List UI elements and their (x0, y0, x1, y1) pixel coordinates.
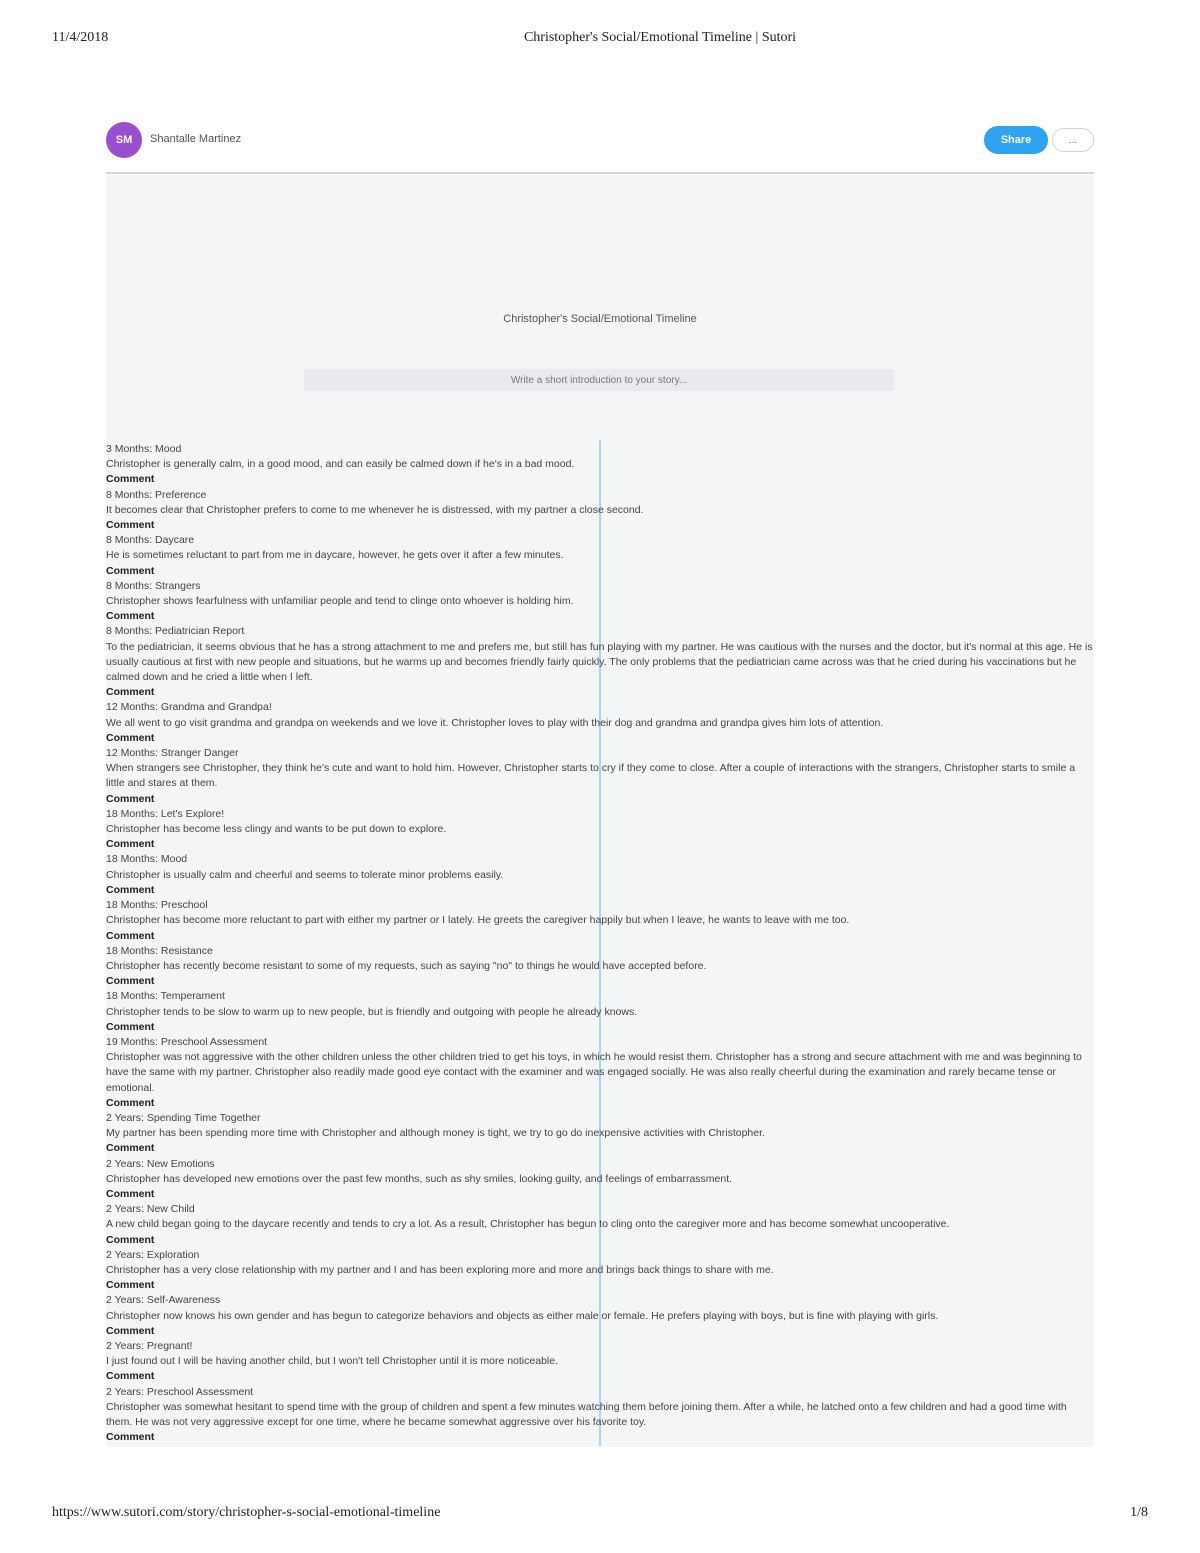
event-title: 2 Years: New Child (106, 1203, 195, 1216)
comment-link[interactable]: Comment (106, 686, 155, 699)
event-title: 12 Months: Grandma and Grandpa! (106, 701, 272, 714)
comment-link[interactable]: Comment (106, 731, 155, 744)
print-footer (0, 1505, 1200, 1525)
event-title: 18 Months: Let's Explore! (106, 807, 225, 820)
timeline-event[interactable] (106, 807, 1094, 853)
comment-link[interactable]: Comment (106, 610, 155, 623)
print-page-number: 1/8 (1130, 1505, 1148, 1520)
event-body: Christopher is usually calm and cheerful and seems to tolerate minor problems easily. (106, 868, 504, 881)
event-body: Christopher shows fearfulness with unfamiliar people and tend to clinge onto whoever is holding him. (106, 595, 574, 608)
timeline-event[interactable] (106, 898, 1094, 944)
event-title: 2 Years: Preschool Assessment (106, 1385, 254, 1398)
timeline-event[interactable] (106, 579, 1094, 625)
print-page-title: Christopher's Social/Emotional Timeline | Sutori (523, 30, 797, 45)
event-body: To the pediatrician, it seems obvious that he has a strong attachment to me and prefers me, but still has fun playing with my partner. He was cautious with the nurses and the doctor, but it's normal at this age. He is usually cautious at first with new people and situations, but he warms up and becomes friendly fairly quickly. The only problems that the pediatrician came across was that he cried during his vaccinations but he calmed down and he cried a little when I left. (106, 640, 1093, 684)
timeline-event[interactable] (106, 488, 1094, 534)
comment-link[interactable]: Comment (106, 1020, 155, 1033)
event-title: 2 Years: New Emotions (106, 1157, 215, 1170)
timeline-event[interactable] (106, 442, 1094, 488)
author-name[interactable]: Shantalle Martinez (150, 133, 242, 145)
event-title: 18 Months: Preschool (106, 899, 208, 912)
comment-link[interactable]: Comment (106, 473, 155, 486)
comment-link[interactable]: Comment (106, 1233, 155, 1246)
header-divider (106, 172, 1094, 174)
comment-link[interactable]: Comment (106, 1279, 155, 1292)
timeline-event[interactable] (106, 533, 1094, 579)
story-title[interactable]: Christopher's Social/Emotional Timeline (503, 313, 697, 325)
event-body: Christopher is generally calm, in a good mood, and can easily be calmed down if he's in a bad mood. (106, 458, 575, 471)
timeline-event[interactable] (106, 852, 1094, 898)
event-body: Christopher was not aggressive with the other children unless the other children tried to get his toys, in which he would resist them. Christopher has a strong and secure attachment with me and was beginning to have the same with my partner. Christopher also readily made good eye contact with the examiner and was engaged socially. He was also really cheerful during the examination and rarely became tense or emotional. (106, 1051, 1082, 1094)
event-title: 18 Months: Mood (106, 853, 188, 866)
comment-link[interactable]: Comment (106, 1187, 155, 1200)
event-body: My partner has been spending more time with Christopher and although money is tight, we try to go do inexpensive activities with Christopher. (106, 1127, 765, 1140)
comment-link[interactable]: Comment (106, 1142, 155, 1155)
timeline-event[interactable] (106, 989, 1094, 1035)
event-title: 8 Months: Preference (106, 488, 207, 501)
event-body: I just found out I will be having another child, but I won't tell Christopher until it is more noticeable. (106, 1355, 558, 1368)
event-title: 2 Years: Pregnant! (106, 1339, 193, 1352)
event-title: 2 Years: Exploration (106, 1248, 200, 1261)
event-title: 12 Months: Stranger Danger (106, 747, 239, 760)
comment-link[interactable]: Comment (106, 929, 155, 942)
story-canvas (106, 175, 1094, 1447)
comment-link[interactable]: Comment (106, 519, 155, 532)
comment-link[interactable]: Comment (106, 838, 155, 851)
timeline-event[interactable] (106, 1385, 1094, 1446)
event-body: Christopher was somewhat hesitant to spend time with the group of children and spent a few minutes watching them before joining them. After a while, he latched onto a few children and had a good time with them. He was not very aggressive except for one time, where he became somewhat aggressive over his favorite toy. (106, 1400, 1067, 1428)
timeline-events (106, 442, 1094, 1445)
timeline-event[interactable] (106, 746, 1094, 807)
comment-link[interactable]: Comment (106, 975, 155, 988)
timeline-event[interactable] (106, 1035, 1094, 1111)
comment-link[interactable]: Comment (106, 1096, 155, 1109)
timeline-event[interactable] (106, 700, 1094, 746)
event-body: Christopher now knows his own gender and has begun to categorize behaviors and objects as either male or female. He prefers playing with boys, but is fine with playing with girls. (106, 1309, 939, 1322)
timeline-event[interactable] (106, 1248, 1094, 1294)
event-body: We all went to go visit grandma and grandpa on weekends and we love it. Christopher loves to play with their dog and grandma and grandpa gives him lots of attention. (106, 716, 884, 729)
event-body: Christopher has become more reluctant to part with either my partner or I lately. He greets the caregiver happily but when I leave, he wants to leave with me too. (106, 914, 850, 927)
event-title: 2 Years: Spending Time Together (106, 1111, 261, 1124)
event-title: 19 Months: Preschool Assessment (106, 1035, 268, 1048)
comment-link[interactable]: Comment (106, 1431, 155, 1444)
event-body: A new child began going to the daycare recently and tends to cry a lot. As a result, Christopher has begun to cling onto the caregiver more and has become somewhat uncooperative. (106, 1218, 950, 1231)
event-body: He is sometimes reluctant to part from me in daycare, however, he gets over it after a few minutes. (106, 549, 564, 562)
more-options-button[interactable]: ... (1052, 128, 1094, 152)
avatar-initials: SM (115, 134, 133, 146)
story-intro-input[interactable] (304, 369, 894, 391)
print-url: https://www.sutori.com/story/christopher-s-social-emotional-timeline (52, 1505, 441, 1520)
event-body: Christopher has developed new emotions over the past few months, such as shy smiles, looking guilty, and feelings of embarrassment. (106, 1172, 733, 1185)
event-body: It becomes clear that Christopher prefers to come to me whenever he is distressed, with my partner a close second. (106, 503, 644, 516)
event-title: 18 Months: Temperament (106, 990, 225, 1003)
comment-link[interactable]: Comment (106, 883, 155, 896)
event-title: 18 Months: Resistance (106, 944, 213, 957)
event-title: 8 Months: Pediatrician Report (106, 625, 245, 638)
timeline-event[interactable] (106, 624, 1094, 700)
comment-link[interactable]: Comment (106, 1370, 155, 1383)
event-body: Christopher has a very close relationship with my partner and I and has been exploring more and more and brings back things to share with me. (106, 1263, 774, 1276)
event-title: 3 Months: Mood (106, 443, 182, 455)
avatar[interactable] (106, 122, 142, 158)
comment-link[interactable]: Comment (106, 1324, 155, 1337)
event-title: 8 Months: Daycare (106, 534, 195, 547)
story-topbar (106, 122, 1094, 158)
print-header (0, 30, 1200, 50)
share-button[interactable]: Share (984, 126, 1048, 154)
print-date: 11/4/2018 (52, 30, 109, 45)
event-title: 8 Months: Strangers (106, 579, 201, 592)
event-body: Christopher tends to be slow to warm up to new people, but is friendly and outgoing with people he already knows. (106, 1005, 638, 1018)
event-body: When strangers see Christopher, they think he's cute and want to hold him. However, Christopher starts to cry if they come to close. After a couple of interactions with the strangers, Christopher starts to smile a little and stares at them. (106, 762, 1076, 790)
event-body: Christopher has become less clingy and wants to be put down to explore. (106, 823, 447, 836)
timeline-event[interactable] (106, 1202, 1094, 1248)
comment-link[interactable]: Comment (106, 792, 155, 805)
timeline-event[interactable] (106, 1339, 1094, 1385)
event-title: 2 Years: Self-Awareness (106, 1294, 221, 1307)
timeline-event[interactable] (106, 1111, 1094, 1157)
timeline-event[interactable] (106, 1293, 1094, 1339)
event-body: Christopher has recently become resistant to some of my requests, such as saying "no" to things he would have accepted before. (106, 959, 707, 972)
comment-link[interactable]: Comment (106, 564, 155, 577)
timeline-event[interactable] (106, 1157, 1094, 1203)
timeline-event[interactable] (106, 944, 1094, 990)
